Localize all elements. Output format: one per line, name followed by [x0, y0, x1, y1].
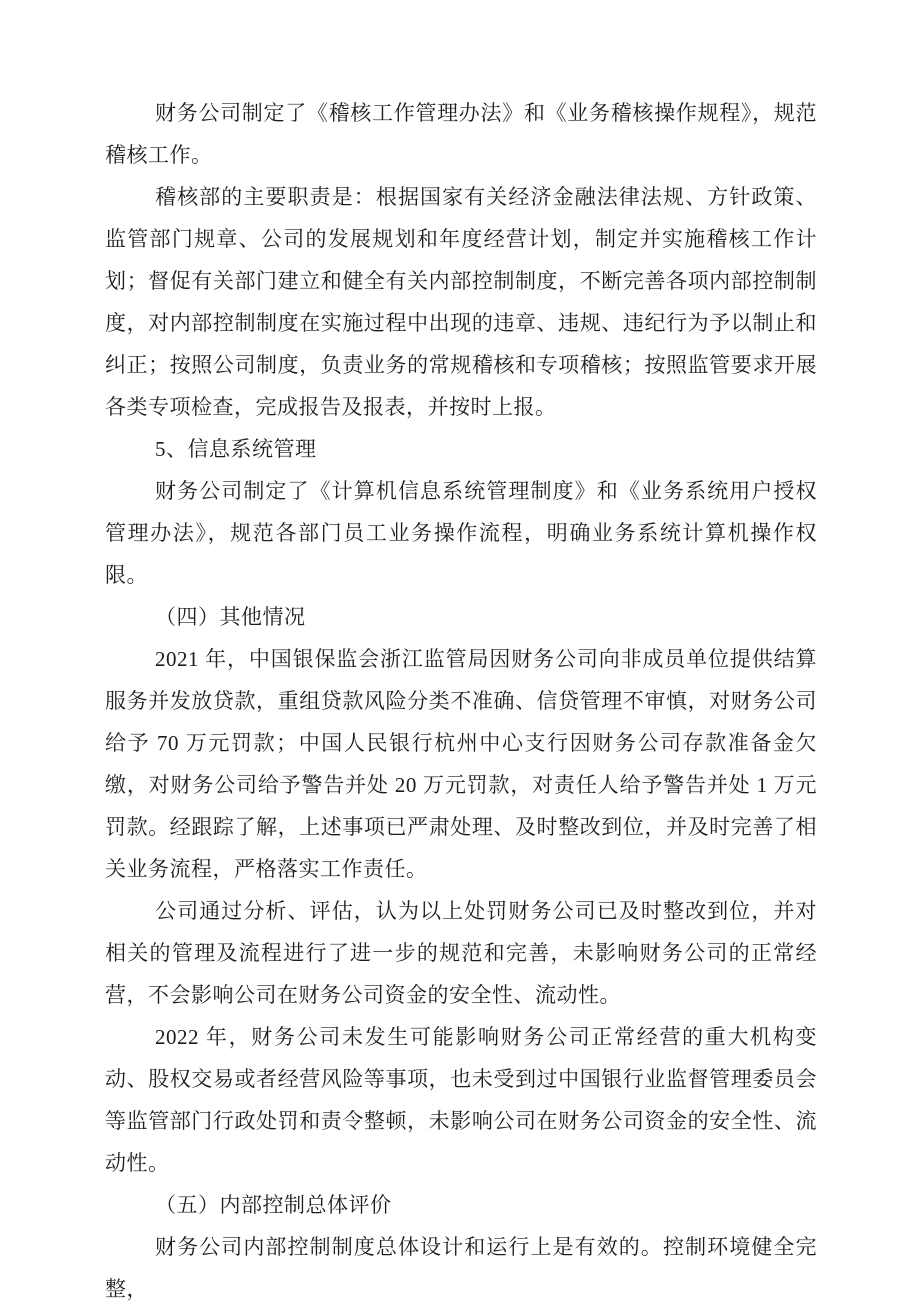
document-body-text — [105, 92, 817, 1301]
paragraph: 稽核部的主要职责是：根据国家有关经济金融法律法规、方针政策、监管部门规章、公司的发展规划和年度经营计划，制定并实施稽核工作计划；督促有关部门建立和健全有关内部控制制度，不断完善各项内部控制制度，对内部控制制度在实施过程中出现的违章、违规、违纪行为予以制止和纠正；按照公司制度，负责业务的常规稽核和专项稽核；按照监管要求开展各类专项检查，完成报告及报表，并按时上报。 — [105, 185, 817, 419]
paragraph: 财务公司制定了《稽核工作管理办法》和《业务稽核操作规程》，规范稽核工作。 — [105, 101, 817, 167]
paragraph: 财务公司制定了《计算机信息系统管理制度》和《业务系统用户授权管理办法》，规范各部门员工业务操作流程，明确业务系统计算机操作权限。 — [105, 479, 817, 587]
section-heading: （五）内部控制总体评价 — [155, 1193, 392, 1217]
paragraph: 财务公司内部控制制度总体设计和运行上是有效的。控制环境健全完整， — [105, 1235, 817, 1301]
paragraph: 2021 年，中国银保监会浙江监管局因财务公司向非成员单位提供结算服务并发放贷款，重组贷款风险分类不准确、信贷管理不审慎，对财务公司给予 70 万元罚款；中国人民银行杭州中心支行因财务公司存款准备金欠缴，对财务公司给予警告并处 20 万元罚款，对责任人给予警告并处 1 万元罚款。经跟踪了解，上述事项已严肃处理、及时整改到位，并及时完善了相关业务流程，严格落实工作责任。 — [105, 647, 817, 881]
section-heading: （四）其他情况 — [155, 605, 306, 629]
paragraph: 2022 年，财务公司未发生可能影响财务公司正常经营的重大机构变动、股权交易或者经营风险等事项，也未受到过中国银行业监督管理委员会等监管部门行政处罚和责令整顿，未影响公司在财务公司资金的安全性、流动性。 — [105, 1025, 817, 1175]
paragraph: 公司通过分析、评估，认为以上处罚财务公司已及时整改到位，并对相关的管理及流程进行了进一步的规范和完善，未影响财务公司的正常经营，不会影响公司在财务公司资金的安全性、流动性。 — [105, 899, 817, 1007]
section-heading: 5、信息系统管理 — [155, 437, 317, 461]
